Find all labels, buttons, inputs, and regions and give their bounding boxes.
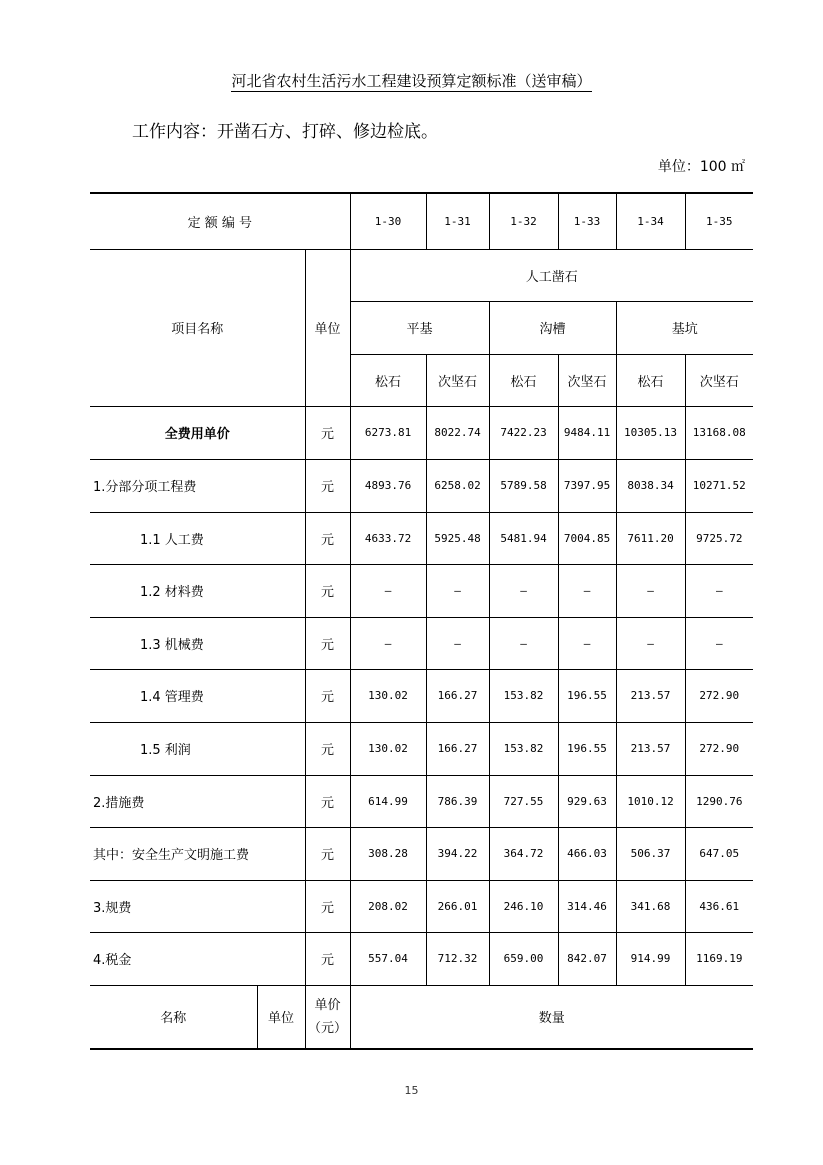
row-unit: 元 <box>305 775 350 827</box>
cell-value: 10305.13 <box>616 406 685 459</box>
cell-value: 1290.76 <box>685 775 753 827</box>
cell-value: 196.55 <box>558 722 616 775</box>
cell-value: 929.63 <box>558 775 616 827</box>
rock-type: 次坚石 <box>558 354 616 406</box>
quota-table <box>90 192 753 1050</box>
material-header-row <box>90 985 753 1049</box>
row-name: 4.税金 <box>90 932 305 985</box>
cell-value: 394.22 <box>426 827 489 880</box>
group-header: 人工凿石 <box>350 249 753 301</box>
table-row <box>90 775 753 827</box>
quota-code: 1-32 <box>489 193 558 249</box>
table-row <box>90 669 753 722</box>
row-unit: 元 <box>305 512 350 564</box>
cell-value: 272.90 <box>685 722 753 775</box>
row-unit: 元 <box>305 932 350 985</box>
table-row <box>90 459 753 512</box>
item-name-header: 项目名称 <box>90 249 305 406</box>
cell-value: 166.27 <box>426 722 489 775</box>
cell-value: 6258.02 <box>426 459 489 512</box>
material-name-header: 名称 <box>90 985 257 1049</box>
unit-note: 单位：100 ㎡ <box>657 159 745 175</box>
cell-value: 842.07 <box>558 932 616 985</box>
subgroup-header: 平基 <box>350 301 489 354</box>
quota-code: 1-30 <box>350 193 426 249</box>
cell-value: 466.03 <box>558 827 616 880</box>
cell-value: – <box>616 617 685 669</box>
material-unit-header: 单位 <box>257 985 305 1049</box>
cell-value: 7611.20 <box>616 512 685 564</box>
cell-value: 364.72 <box>489 827 558 880</box>
cell-value: – <box>489 617 558 669</box>
row-name: 其中：安全生产文明施工费 <box>90 827 305 880</box>
cell-value: 341.68 <box>616 880 685 932</box>
cell-value: 266.01 <box>426 880 489 932</box>
cell-value: 153.82 <box>489 669 558 722</box>
cell-value: 8022.74 <box>426 406 489 459</box>
table-row <box>90 827 753 880</box>
group-header-row <box>90 249 753 301</box>
table-row <box>90 564 753 617</box>
table-row <box>90 880 753 932</box>
cell-value: 314.46 <box>558 880 616 932</box>
rock-type: 松石 <box>489 354 558 406</box>
cell-value: 1169.19 <box>685 932 753 985</box>
cell-value: 6273.81 <box>350 406 426 459</box>
row-name: 1.5 利润 <box>90 722 305 775</box>
cell-value: – <box>426 617 489 669</box>
table-row <box>90 722 753 775</box>
row-unit: 元 <box>305 827 350 880</box>
cell-value: 914.99 <box>616 932 685 985</box>
page-number: 15 <box>404 1084 419 1097</box>
material-quantity-header: 数量 <box>350 985 753 1049</box>
cell-value: – <box>489 564 558 617</box>
row-name: 1.2 材料费 <box>90 564 305 617</box>
row-unit: 元 <box>305 406 350 459</box>
cell-value: 213.57 <box>616 722 685 775</box>
subgroup-header: 沟槽 <box>489 301 616 354</box>
price-label: 单价 <box>314 997 341 1013</box>
cell-value: – <box>350 617 426 669</box>
rock-type: 次坚石 <box>685 354 753 406</box>
cell-value: 614.99 <box>350 775 426 827</box>
rock-type: 松石 <box>350 354 426 406</box>
price-unit-label: （元） <box>308 1020 348 1036</box>
cell-value: 712.32 <box>426 932 489 985</box>
cell-value: 727.55 <box>489 775 558 827</box>
cell-value: 9484.11 <box>558 406 616 459</box>
material-price-header <box>305 985 350 1049</box>
row-unit: 元 <box>305 880 350 932</box>
quota-code: 1-34 <box>616 193 685 249</box>
document-title: 河北省农村生活污水工程建设预算定额标准（送审稿） <box>231 72 592 90</box>
cell-value: 786.39 <box>426 775 489 827</box>
cell-value: 4633.72 <box>350 512 426 564</box>
cell-value: 130.02 <box>350 722 426 775</box>
cell-value: 7422.23 <box>489 406 558 459</box>
cell-value: 10271.52 <box>685 459 753 512</box>
row-name: 1.4 管理费 <box>90 669 305 722</box>
cell-value: 166.27 <box>426 669 489 722</box>
quota-label: 定 额 编 号 <box>90 193 350 249</box>
quota-code: 1-33 <box>558 193 616 249</box>
cell-value: 196.55 <box>558 669 616 722</box>
cell-value: 272.90 <box>685 669 753 722</box>
cell-value: 213.57 <box>616 669 685 722</box>
cell-value: – <box>426 564 489 617</box>
cell-value: – <box>685 564 753 617</box>
table-row <box>90 406 753 459</box>
cell-value: 4893.76 <box>350 459 426 512</box>
rock-type: 次坚石 <box>426 354 489 406</box>
row-name: 3.规费 <box>90 880 305 932</box>
cell-value: – <box>685 617 753 669</box>
cell-value: – <box>558 617 616 669</box>
cell-value: 659.00 <box>489 932 558 985</box>
row-unit: 元 <box>305 617 350 669</box>
row-name: 2.措施费 <box>90 775 305 827</box>
cell-value: 647.05 <box>685 827 753 880</box>
cell-value: – <box>558 564 616 617</box>
cell-value: 5481.94 <box>489 512 558 564</box>
cell-value: 506.37 <box>616 827 685 880</box>
cell-value: 436.61 <box>685 880 753 932</box>
cell-value: 5789.58 <box>489 459 558 512</box>
cell-value: 13168.08 <box>685 406 753 459</box>
cell-value: 7004.85 <box>558 512 616 564</box>
row-name: 1.1 人工费 <box>90 512 305 564</box>
row-unit: 元 <box>305 459 350 512</box>
quota-code: 1-35 <box>685 193 753 249</box>
cell-value: – <box>616 564 685 617</box>
cell-value: – <box>350 564 426 617</box>
cell-value: 7397.95 <box>558 459 616 512</box>
row-name: 1.分部分项工程费 <box>90 459 305 512</box>
cell-value: 130.02 <box>350 669 426 722</box>
row-name: 1.3 机械费 <box>90 617 305 669</box>
table-row <box>90 932 753 985</box>
subgroup-header: 基坑 <box>616 301 753 354</box>
cell-value: 8038.34 <box>616 459 685 512</box>
rock-type: 松石 <box>616 354 685 406</box>
cell-value: 308.28 <box>350 827 426 880</box>
cell-value: 9725.72 <box>685 512 753 564</box>
cell-value: 208.02 <box>350 880 426 932</box>
row-unit: 元 <box>305 722 350 775</box>
cell-value: 1010.12 <box>616 775 685 827</box>
row-unit: 元 <box>305 564 350 617</box>
table-row <box>90 512 753 564</box>
row-name: 全费用单价 <box>90 406 305 459</box>
table-row <box>90 617 753 669</box>
work-content: 工作内容：开凿石方、打碎、修边检底。 <box>132 122 438 142</box>
unit-header: 单位 <box>305 249 350 406</box>
cell-value: 5925.48 <box>426 512 489 564</box>
cell-value: 246.10 <box>489 880 558 932</box>
quota-code: 1-31 <box>426 193 489 249</box>
row-unit: 元 <box>305 669 350 722</box>
cell-value: 557.04 <box>350 932 426 985</box>
cell-value: 153.82 <box>489 722 558 775</box>
quota-code-row <box>90 193 753 249</box>
